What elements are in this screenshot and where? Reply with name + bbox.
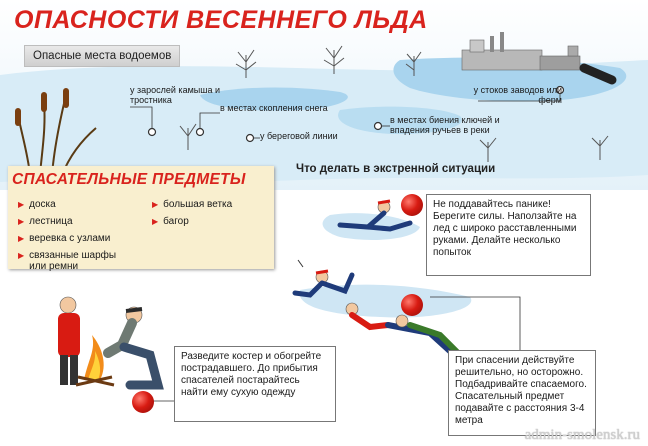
- red-marker-icon: [401, 294, 423, 316]
- emergency-heading: Что делать в экстренной ситуации: [296, 163, 496, 175]
- label-drains: у стоков заводов или ферм: [473, 85, 562, 105]
- label-springs: в местах биения ключей и впадения ручьев в реки: [390, 115, 500, 135]
- red-marker-icon: [132, 391, 154, 413]
- list-item: ▶ веревка с узлами: [18, 233, 111, 244]
- page-title: ОПАСНОСТИ ВЕСЕННЕГО ЛЬДА: [14, 6, 428, 34]
- advice-card-rescue: При спасении действуйте решительно, но осторожно. Подбадривайте спасаемого. Спасательный предмет подавайте с расстояния 3-4 метра: [448, 350, 596, 436]
- arrow-icon: ▶: [18, 234, 25, 243]
- list-item: ▶ лестница: [18, 216, 73, 227]
- label-reeds: у зарослей камыша и тростника: [130, 85, 220, 105]
- arrow-icon: ▶: [152, 217, 159, 226]
- campfire-people-icon: [58, 297, 158, 385]
- list-item: ▶ большая ветка: [152, 199, 233, 210]
- label-snow: в местах скопления снега: [220, 103, 328, 113]
- advice-card-panic: Не поддавайтесь панике! Берегите силы. Наползайте на лед с широко расставленными руками. Делайте несколько попыток: [426, 194, 591, 276]
- arrow-icon: ▶: [18, 251, 25, 260]
- arrow-icon: ▶: [18, 200, 25, 209]
- label-shore: у береговой линии: [260, 131, 338, 141]
- arrow-icon: ▶: [18, 217, 25, 226]
- red-marker-icon: [401, 194, 423, 216]
- rescue-title: СПАСАТЕЛЬНЫЕ ПРЕДМЕТЫ: [12, 171, 246, 188]
- advice-card-fire: Разведите костер и обогрейте пострадавшего. До прибытия спасателей постарайтесь найти ему сухую одежду: [174, 346, 336, 422]
- watermark: admin-smolensk.ru: [524, 427, 640, 443]
- subtitle-bar: Опасные места водоемов: [24, 45, 180, 67]
- list-item: ▶ связанные шарфы или ремни: [18, 250, 117, 272]
- list-item: ▶ доска: [18, 199, 56, 210]
- list-item: ▶ багор: [152, 216, 189, 227]
- arrow-icon: ▶: [152, 200, 159, 209]
